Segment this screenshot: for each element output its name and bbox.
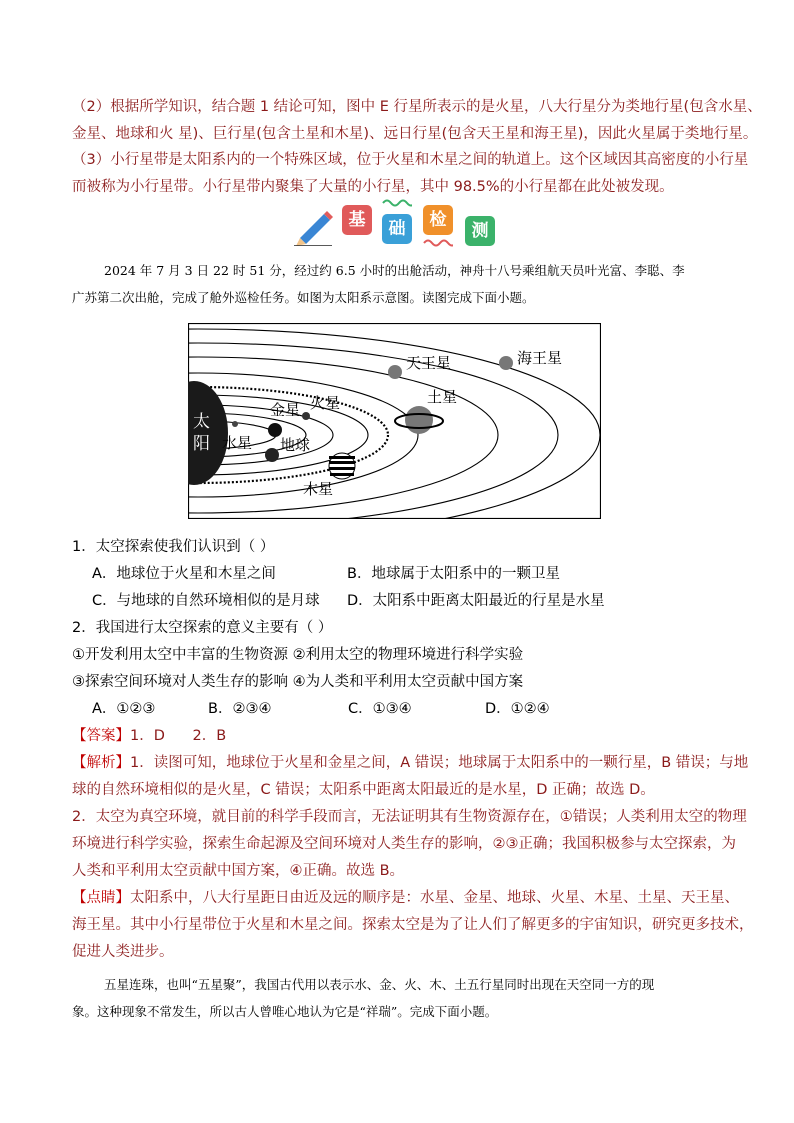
q2-option-d: D．①②④	[485, 701, 550, 717]
analysis-tag: 【解析】	[72, 755, 130, 771]
q1-option-a: A．地球位于火星和木星之间	[92, 566, 276, 582]
analysis-line-1	[72, 753, 748, 773]
tip-line-3: 促进人类进步。	[72, 944, 174, 960]
intro-p3-line1: （3）小行星带是太阳系内的一个特殊区域，位于火星和木星之间的轨道上。这个区域因其高密度的小行星	[72, 152, 749, 168]
tip-line-2: 海王星。其中小行星带位于火星和木星之间。探索太空是为了让人们了解更多的宇宙知识，研究更多技术，	[72, 917, 754, 933]
tip-tag: 【点睛】	[72, 890, 130, 906]
q1-option-c: C．与地球的自然环境相似的是月球	[92, 593, 320, 609]
pencil-icon	[294, 206, 334, 246]
wave-decoration	[423, 238, 453, 248]
sun-label-top: 太	[193, 412, 210, 432]
analysis-line-2: 球的自然环境相似的是火星，C 错误；太阳系中距离太阳最近的是水星，D 正确；故选 D。	[72, 782, 655, 798]
q1-option-b: B．地球属于太阳系中的一颗卫星	[347, 566, 560, 582]
q1-stem: 1．太空探索使我们认识到（ ）	[72, 539, 275, 555]
tip-text-1: 太阳系中，八大行星距日由近及远的顺序是：水星、金星、地球、火星、木星、土星、天王星、	[130, 890, 739, 906]
sun-label-bottom: 阳	[193, 434, 210, 454]
passage2-line1: 五星连珠，也叫“五星聚”，我国古代用以表示水、金、火、木、土五行星同时出现在天空同一方的现	[104, 977, 655, 992]
intro-p2-line2: 金星、地球和火 星)、巨行星(包含土星和木星)、远日行星(包含天王星和海王星)，因此火星属于类地行星。	[72, 126, 758, 142]
earth	[265, 448, 279, 462]
analysis-line-3: 2．太空为真空环境，就目前的科学手段而言，无法证明其有生物资源存在，①错误；人类利用太空的物理	[72, 809, 747, 825]
venus	[268, 423, 282, 437]
passage1-line2: 广苏第二次出舱，完成了舱外巡检任务。如图为太阳系示意图。读图完成下面小题。	[72, 290, 535, 305]
q2-option-c: C．①③④	[348, 701, 412, 717]
mars	[302, 412, 310, 420]
analysis-text-1: 1．读图可知，地球位于火星和金星之间，A 错误；地球属于太阳系中的一颗行星，B 错误；与地	[130, 755, 749, 771]
answer-text: 1．D 2．B	[130, 728, 227, 744]
banner-char-3: 检	[423, 205, 453, 235]
passage2-line2: 象。这种现象不常发生，所以古人曾唯心地认为它是“祥瑞”。完成下面小题。	[72, 1004, 498, 1019]
wave-decoration	[382, 198, 412, 208]
banner-char-2: 础	[382, 214, 412, 244]
intro-p2-line1: （2）根据所学知识，结合题 1 结论可知，图中 E 行星所表示的是火星，八大行星分为类地行星(包含水星、	[72, 99, 762, 115]
q2-stem: 2．我国进行太空探索的意义主要有（ ）	[72, 620, 333, 636]
q2-option-b: B．②③④	[208, 701, 272, 717]
uranus-label: 天王星	[406, 354, 452, 372]
mercury	[232, 421, 238, 427]
venus-label: 金星	[270, 401, 301, 419]
q1-option-d: D．太阳系中距离太阳最近的行星是水星	[347, 593, 605, 609]
solar-system-diagram	[188, 323, 601, 519]
banner-char-1: 基	[342, 205, 372, 235]
jupiter-label: 木星	[303, 480, 334, 498]
passage1-line1: 2024 年 7 月 3 日 22 时 51 分，经过约 6.5 小时的出舱活动，神舟十八号乘组航天员叶光富、李聪、李	[104, 263, 685, 278]
tip-line-1	[72, 888, 739, 908]
intro-p3-line2: 而被称为小行星带。小行星带内聚集了大量的小行星，其中 98.5%的小行星都在此处被发现。	[72, 179, 674, 195]
earth-label: 地球	[280, 436, 311, 454]
q2-statement-2: ③探索空间环境对人类生存的影响 ④为人类和平利用太空贡献中国方案	[72, 674, 524, 690]
q2-statement-1: ①开发利用太空中丰富的生物资源 ②利用太空的物理环境进行科学实验	[72, 647, 524, 663]
mars-label: 火星	[310, 394, 341, 412]
analysis-line-4: 环境进行科学实验，探索生命起源及空间环境对人类生存的影响，②③正确；我国积极参与太空探索，为	[72, 836, 736, 852]
jupiter	[329, 453, 355, 479]
q2-option-a: A．①②③	[92, 701, 156, 717]
saturn-label: 土星	[427, 388, 458, 406]
neptune-label: 海王星	[517, 349, 563, 367]
mercury-label: 水星	[222, 434, 253, 452]
uranus	[388, 365, 402, 379]
answer-line	[72, 726, 226, 746]
answer-tag: 【答案】	[72, 728, 130, 744]
banner-char-4: 测	[465, 216, 495, 246]
neptune	[499, 356, 513, 370]
analysis-line-5: 人类和平利用太空贡献中国方案，④正确。故选 B。	[72, 863, 405, 879]
